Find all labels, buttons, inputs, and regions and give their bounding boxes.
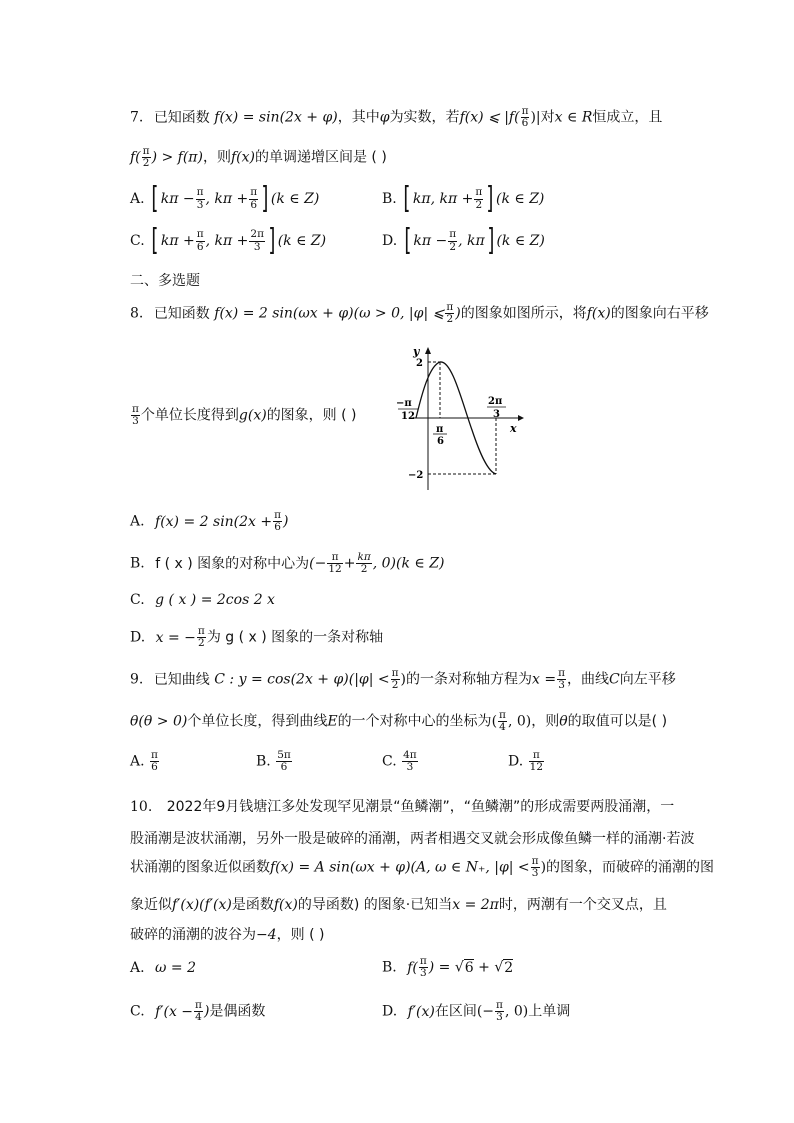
y-min-label: −2	[408, 470, 424, 481]
q9-line1: 9. 已知曲线 C : y = cos(2x + φ)(|φ| < $\frac{\pi}{2}$ )的一条对称轴方程为x = $\frac{\pi}{3}$ ，曲线C向左平移	[130, 667, 676, 692]
x-axis-arrow-icon	[518, 415, 524, 421]
q10-option-a[interactable]: A. ω = 2	[130, 960, 196, 976]
q10-line4: 象近似f′(x)(f′(x)是函数f(x)的导函数) 的图象·已知当x = 2π时，两潮有一个交叉点，且	[130, 897, 667, 913]
q9-option-d[interactable]: D. $\frac{\pi}{12}$	[508, 749, 544, 774]
q10-line3: 状涌潮的图象近似函数f(x) = A sin(ωx + φ)(A, ω ∈ N₊, |φ| < $\frac{\pi}{3}$ )的图象，而破碎的涌潮的图	[130, 855, 715, 880]
x-mid-label-den: 6	[437, 436, 444, 447]
x-right-label-den: 3	[493, 409, 500, 420]
x-left-label-num: −π	[396, 398, 412, 409]
q10-number: 10.	[130, 799, 153, 815]
y-max-label: 2	[416, 358, 423, 369]
q10-option-d[interactable]: D. f′(x)在区间(− $\frac{\pi}{3}$ , 0)上单调	[382, 999, 571, 1024]
section-heading: 二、多选题	[130, 273, 200, 289]
q9-number: 9.	[130, 671, 144, 688]
q8-number: 8.	[130, 305, 144, 322]
x-right-label-num: 2π	[488, 396, 503, 407]
q10-option-b[interactable]: B. f( $\frac{\pi}{3}$ ) = √6 + √2	[382, 955, 514, 980]
q10-line2: 股涌潮是波状涌潮，另外一股是破碎的涌潮，两者相遇交叉就会形成像鱼鳞一样的涌潮·若波	[130, 831, 695, 847]
q7-function: f(x) = sin(2x + φ)	[214, 109, 338, 126]
q8-option-b[interactable]: B. f ( x ) 图象的对称中心为(− $\frac{\pi}{12}$ + $\frac{k\pi}{2}$ , 0)(k ∈ Z)	[130, 551, 445, 576]
q7-option-a[interactable]: A. [ kπ − $\frac{\pi}{3}$ , kπ + $\frac{\pi}{6}$ ] (k ∈ Z)	[130, 181, 320, 216]
x-axis-label: x	[510, 422, 517, 435]
q7-option-c[interactable]: C. [ kπ + $\frac{\pi}{6}$ , kπ + $\frac{2\pi}{3}$ ] (k ∈ Z)	[130, 223, 327, 258]
q8-option-d[interactable]: D. x = − $\frac{\pi}{2}$ 为 g ( x ) 图象的一条对称轴	[130, 625, 384, 650]
q9-line2: θ(θ > 0)个单位长度，得到曲线E的一个对称中心的坐标为( $\frac{\pi}{4}$ , 0)，则θ的取值可以是( )	[130, 709, 668, 734]
q8-option-a[interactable]: A. f(x) = 2 sin(2x + $\frac{\pi}{6}$ )	[130, 509, 289, 534]
y-axis-label: y	[413, 345, 420, 358]
q9-option-c[interactable]: C. $\frac{4\pi}{3}$	[382, 749, 417, 774]
q7-line2: f( $\frac{\pi}{2}$ ) > f(π)，则f(x)的单调递增区间是 ( )	[130, 145, 387, 170]
q10-line1: 10. 2022年9月钱塘江多处发现罕见潮景“鱼鳞潮”，“鱼鳞潮”的形成需要两股涌潮，一	[130, 799, 675, 815]
q8-option-c[interactable]: C. g ( x ) = 2cos 2 x	[130, 592, 275, 608]
q8-line1: 8. 已知函数 f(x) = 2 sin(ωx + φ)(ω > 0, |φ| ⩽ $\frac{\pi}{2}$ )的图象如图所示，将f(x)的图象向右平移	[130, 301, 709, 326]
q7-line1: 7. 已知函数 f(x) = sin(2x + φ)，其中φ为实数，若f(x) ⩽ |f( $\frac{\pi}{6}$ )|对x ∈ R恒成立，且	[130, 105, 663, 130]
y-axis-arrow-icon	[425, 347, 431, 354]
x-left-label-den: 12	[401, 411, 415, 422]
q7-number: 7.	[130, 109, 144, 126]
q10-line5: 破碎的涌潮的波谷为−4，则 ( )	[130, 927, 325, 943]
q8-graph	[372, 342, 532, 492]
x-mid-label-num: π	[436, 424, 444, 435]
q9-option-b[interactable]: B. $\frac{5\pi}{6}$	[256, 749, 291, 774]
q10-option-c[interactable]: C. f′(x − $\frac{\pi}{4}$ )是偶函数	[130, 999, 266, 1024]
q9-option-a[interactable]: A. $\frac{\pi}{6}$	[130, 749, 158, 774]
q8-line2: $\frac{\pi}{3}$ 个单位长度得到g(x)的图象，则 ( )	[132, 403, 357, 428]
q7-option-d[interactable]: D. [ kπ − $\frac{\pi}{2}$ , kπ] (k ∈ Z)	[382, 223, 545, 258]
q7-option-b[interactable]: B. [ kπ, kπ + $\frac{\pi}{2}$ ] (k ∈ Z)	[382, 181, 545, 216]
